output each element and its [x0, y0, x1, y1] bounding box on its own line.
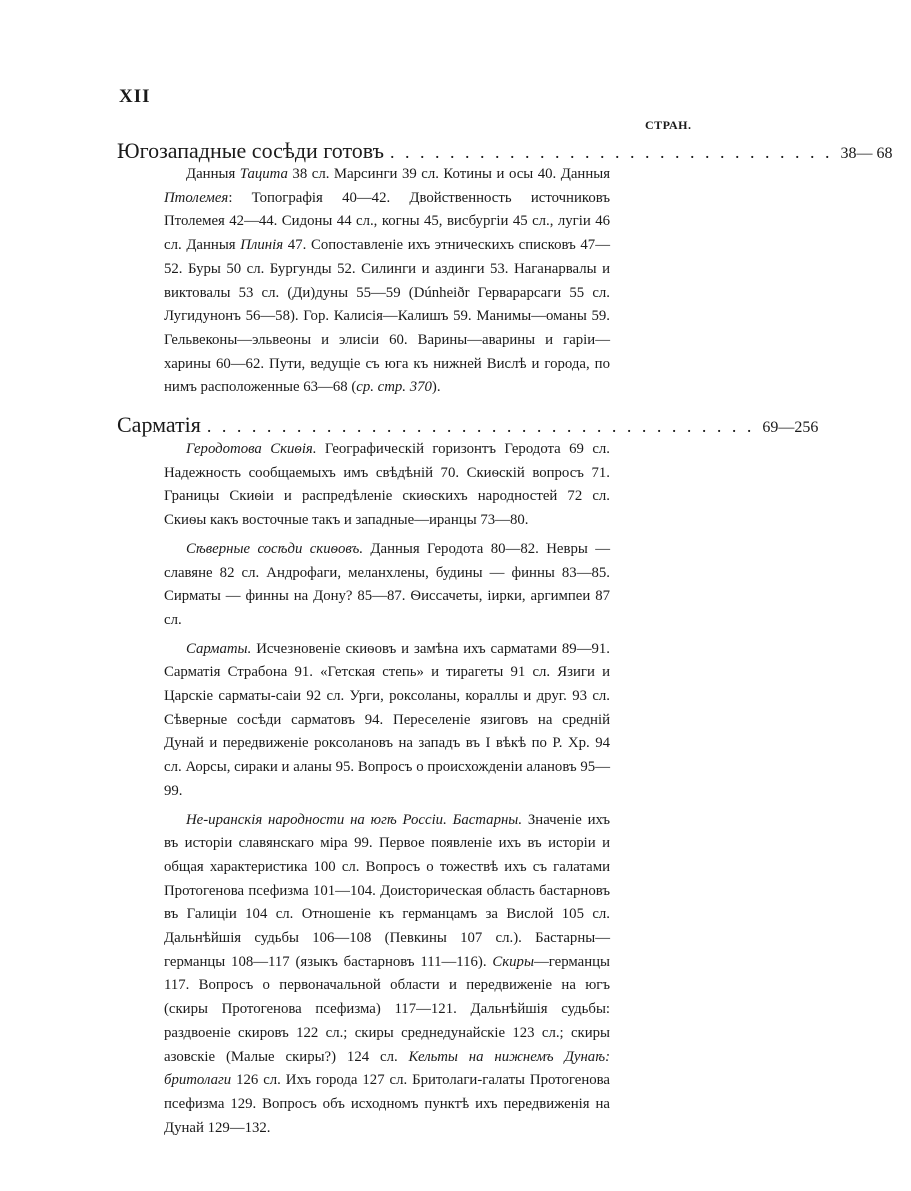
italic-text-run: Сѣверные сосѣди скиѳовъ. — [186, 540, 364, 557]
italic-text-run: Сарматы. — [186, 640, 252, 657]
text-run: Значеніе ихъ въ исторіи славянскаго міра 99. Первое появленіе ихъ въ исторіи и общая характеристика 100 сл. Вопросъ о тожествѣ ихъ съ галатами Протогенова псефизма 101—104. Доисторическая область бастарновъ въ Галиціи 104 сл. Отношеніе къ германцамъ за Вислой 105 сл. Дальнѣйшія судьбы 106—108 (Певкины 107 сл.). Бастарны—германцы 108—117 (языкъ бастарновъ 111—116). — [164, 811, 611, 970]
paragraph-non-iranian-peoples — [164, 809, 610, 1141]
text-run: 38 сл. Марсинги 39 сл. Котины и осы 40. Данныя — [287, 166, 610, 182]
italic-text-run: Геродотова Скиѳія. — [186, 441, 317, 457]
page-number: XII — [119, 86, 151, 107]
toc-entry-sarmatia — [117, 412, 819, 438]
text-run: —германцы 117. Вопросъ о первоначальной области и передвиженіе на югъ (скиры Протогенова псефизма) 117—121. Дальнѣйшія судьбы: раздвоеніе скировъ 122 сл.; скиры среднедунайскіе 123 сл.; скиры азовскіе (Малые скиры?) 124 сл. — [164, 953, 610, 1065]
text-run: Исчезновеніе скиѳовъ и замѣна ихъ сарматами 89—91. Сарматія Страбона 91. «Гетская степь» и тирагеты 91 сл. Язиги и Царскіе сарматы-саіи 92 сл. Урги, роксоланы, кораллы и друг. 93 сл. Сѣверные сосѣди сарматовъ 94. Переселеніе язиговъ на средній Дунай и передвиженіе роксолановъ на западъ въ I вѣкѣ по Р. Хр. 94 сл. Аорсы, сираки и аланы 95. Вопросъ о происхожденіи алановъ 95—99. — [164, 640, 610, 799]
text-run: : Топографія 40—42. Двойственность источниковъ Птолемея 42—44. Сидоны 44 сл., когны 45, висбургіи 45 сл., лугіи 46 сл. Данныя — [164, 189, 610, 254]
text-run: 47. Сопоставленіе ихъ этническихъ списковъ 47—52. Буры 50 сл. Бургунды 52. Силинги и аздинги 53. Наганарвалы и виктовалы 53 сл. (Ди)дуны 55—59 (Dúnheiðr Герварарсаги 55 сл. Лугидунонъ 56—58). Гор. Калисія—Калишъ 59. Манимы—оманы 59. Гельвеконы—эльвеоны и элисіи 60. Варины—аварины и гаріи—харины 60—62. Пути, ведущіе съ юга къ нижней Вислѣ и города, по нимъ расположенные 63—68 ( — [164, 237, 610, 396]
paragraph — [164, 163, 610, 400]
toc-entry-pages: 38— 68 — [840, 145, 893, 162]
paragraph-sarmatians — [164, 638, 610, 804]
toc-leader-dots: . . . . . . . . . . . . . . . . . . . . . . . . . . . . . . . . . . . . . — [206, 416, 755, 436]
paragraph-herodotus-scythia — [164, 438, 610, 533]
italic-text-run: Тацита — [239, 166, 288, 182]
column-header-pages: СТРАН. — [645, 118, 692, 132]
italic-text-run: Плинія — [240, 237, 284, 254]
text-run: Данныя — [186, 166, 240, 182]
italic-text-run: Скиры — [492, 953, 534, 970]
italic-text-run: ср. стр. 370 — [356, 379, 432, 396]
toc-entry-title: Сарматія — [117, 412, 201, 437]
italic-text-run: Птолемея — [164, 189, 229, 206]
toc-entry-pages: 69—256 — [762, 419, 819, 436]
italic-text-run: Кельты на нижнемъ Дунаѣ: бритолаги — [164, 1048, 610, 1089]
italic-text-run: Не-иранскія народности на югѣ Россіи. Бастарны. — [186, 811, 523, 828]
text-run: ). — [431, 379, 441, 396]
toc-entry-title: Югозападные сосѣди готовъ — [117, 138, 385, 163]
entry-description-sarmatia — [164, 438, 610, 1145]
text-run: 126 сл. Ихъ города 127 сл. Бритолаги-галаты Протогенова псефизма 129. Вопросъ объ исходномъ пунктѣ ихъ передвиженія на Дунай 129—132. — [164, 1072, 610, 1136]
toc-leader-dots: . . . . . . . . . . . . . . . . . . . . . . . . . . . . . . — [390, 142, 833, 162]
text-run: Данныя Геродота 80—82. Невры — славяне 82 сл. Андрофаги, меланхлены, будины — финны 83—85. Сирматы — финны на Дону? 85—87. Ѳиссачеты, іирки, аргимпеи 87 сл. — [164, 540, 610, 628]
text-run: Географическій горизонтъ Геродота 69 сл. Надежность сообщаемыхъ имъ свѣдѣній 70. Скиѳскій вопросъ 71. Границы Скиѳіи и распредѣленіе скиѳскихъ народностей 72 сл. Скиѳы какъ восточные такъ и западные—иранцы 73—80. — [164, 441, 610, 529]
toc-entry-southwest-neighbors — [117, 138, 893, 164]
paragraph-northern-neighbors — [164, 538, 610, 633]
entry-description-southwest-neighbors — [164, 163, 610, 405]
